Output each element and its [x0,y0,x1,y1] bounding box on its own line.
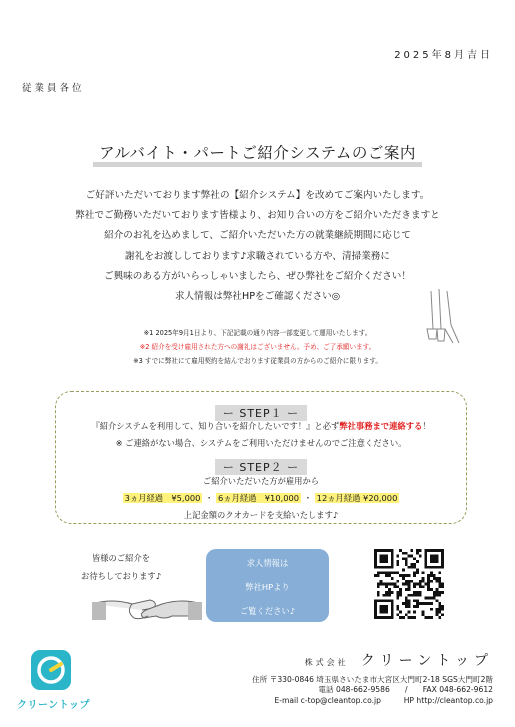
reward-12-months: 12ヵ月経過 ¥20,000 [316,493,398,503]
step2-label: ー STEP２ ー [215,459,307,475]
company-name [305,650,493,670]
reward-separator: ・ [303,493,313,503]
title-wrap [0,141,515,164]
step1-text-a: 『紹介システムを利用して、知り合いを紹介したいです！』と必ず [91,421,340,431]
contact-info [252,675,493,706]
step-box [55,391,467,524]
step2-rewards [56,492,466,504]
step2-heading [56,456,466,475]
contact-address: 住所 〒330-0846 埼玉県さいたま市大宮区大門町2-18 SGS大門町2階 [252,675,493,684]
step1-label: ー STEP１ ー [215,405,307,421]
body-line: 弊社でご勤務いただいております皆様より、お知り合いの方をご紹介いただきますと [75,210,440,222]
document-date: 2025年8月吉日 [394,50,493,61]
logo-name: クリーントップ [17,700,90,711]
body-line: 紹介のお礼を込めまして、ご紹介いただいた方の就業継続期間に応じて [104,230,411,242]
contact-phone: 電話 048-662-9586 / FAX 048-662-9612 [318,685,493,695]
body-line: ご好評いただいております弊社の【紹介システム】を改めてご案内いたします。 [85,190,430,201]
job-info-line: 弊社HPより [245,582,290,592]
note-3: ※3 すでに弊社にて雇用契約を結んでおります従業員の方からのご紹介に限ります。 [133,357,382,365]
job-info-box [206,549,329,622]
wait-line: お待ちしております♪ [81,571,161,581]
step1-instruction [56,420,466,432]
company-prefix: 株式会社 [304,658,349,667]
notes [0,326,515,368]
note-2: ※2 紹介を受け雇用された方への謝礼はございません。予め、ご了承願います。 [139,343,376,351]
document-title: アルバイト・パートご紹介システムのご案内 [93,141,422,164]
job-info-line: ご覧ください♪ [239,606,296,616]
reward-separator: ・ [205,493,214,503]
contact-web: E-mail c-top@cleantop.co.jp HP http://cleantop.co.jp [274,695,493,705]
note-1: ※1 2025年9月1日より、下記記載の通り内容一部変更して運用いたします。 [143,329,372,337]
step1-heading [56,402,466,421]
reward-6-months: 6ヵ月経過 ¥10,000 [218,493,300,503]
company-title: クリーントップ [360,653,493,669]
addressee: 従業員各位 [22,83,85,94]
step2-text: ご紹介いただいた方が雇用から [202,476,320,486]
step2-footer: 上記金額のクオカードを支給いたします♪ [183,510,339,520]
wait-line: 皆様のご紹介を [91,553,151,563]
step1-text-c: ！ [422,421,431,431]
body-line: 謝礼をお渡ししております♪求職されている方や、清掃業務に [125,250,390,262]
qr-code[interactable] [374,549,444,619]
reward-3-months: 3ヵ月経過 ¥5,000 [124,493,201,503]
handshake-icon [92,576,202,626]
job-info-line: 求人情報は [246,558,289,568]
company-logo-icon [31,650,71,690]
body-line: 求人情報は弊社HPをご確認ください◎ [174,291,341,303]
body-line: ご興味のある方がいらっしゃいましたら、ぜひ弊社をご紹介ください！ [104,270,411,282]
step1-text-emphasis: 弊社事務まで連絡する [339,421,423,431]
step1-caution: ※ ご連絡がない場合、システムをご利用いただけませんのでご注意ください。 [115,438,407,448]
